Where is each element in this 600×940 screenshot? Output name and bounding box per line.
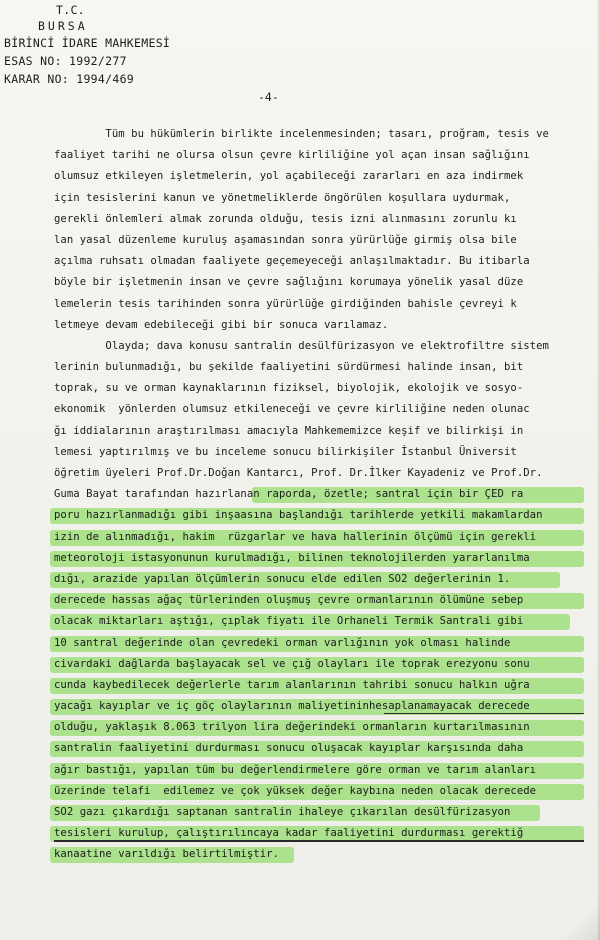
body-line-text: Olayda; dava konusu santralin desülfürizasyon ve elektrofiltre sistem: [54, 339, 549, 352]
header-esas: ESAS NO: 1992/277: [4, 54, 127, 68]
body-line-text: SO2 gazı çıkardığı saptanan santralin ihaleye çıkarılan desülfürizasyon: [54, 806, 511, 818]
body-line-highlighted: [54, 760, 584, 781]
body-line-text: derecede hassas ağaç türlerinden oluşmuş çevre ormanlarının ölümüne sebep: [54, 594, 524, 607]
body-line-highlighted: [54, 654, 584, 675]
body-line-text: letmeye devam edebileceği gibi bir sonuca varılamaz.: [54, 318, 389, 331]
document-body: [54, 124, 584, 866]
text-underline: [54, 840, 584, 841]
body-line-text: için tesislerini kanun ve yönetmeliklerde öngörülen koşullara uydurmak,: [54, 191, 511, 204]
body-line: [54, 315, 584, 336]
body-line: [54, 463, 584, 484]
body-line-text: lerinin bulunmadığı, bu şekilde faaliyetini sürdürmesi halinde insan, bit: [54, 361, 524, 374]
body-line-text: olumsuz etkileyen işletmelerin, yol açabileceği zararları en aza indirmek: [54, 170, 524, 183]
body-line-text: civardaki dağlarda başlayacak sel ve çığ olayları ile toprak erezyonu sonu: [54, 657, 530, 670]
body-line: [54, 294, 584, 315]
text-underline: [384, 713, 584, 714]
body-line-text: ekonomik yönlerden olumsuz etkileneceği ve çevre kirliliğine neden olunac: [54, 403, 530, 416]
body-line-text: böyle bir işletmenin insan ve çevre sağlığını korumaya yönelik yasal düze: [54, 276, 524, 289]
body-line: [54, 336, 584, 357]
body-line-text: faaliyet tarihi ne olursa olsun çevre kirliliğine yol açan insan sağlığını: [54, 149, 530, 162]
body-line-highlighted: [54, 569, 584, 590]
body-line-text: olduğu, yaklaşık 8.063 trilyon lira değerindeki ormanların kurtarılmasının: [54, 721, 530, 734]
body-line-text: santralin faaliyetini durdurması sonucu oluşacak kayıplar karşısında daha: [54, 742, 524, 755]
body-line-text: 10 santral değerinde olan çevredeki orman varlığının yok olması halinde: [54, 636, 511, 649]
body-line: [54, 145, 584, 166]
body-line: [54, 272, 584, 293]
body-line: [54, 209, 584, 230]
body-line-text: Tüm bu hükümlerin birlikte incelenmesinden; tasarı, proğram, tesis ve: [54, 128, 549, 140]
body-line-highlighted: [54, 802, 584, 823]
body-line-text: lemesi yaptırılmış ve bu inceleme sonucu bilirkişiler İstanbul Üniversit: [54, 445, 517, 458]
body-line-highlighted: [54, 527, 584, 548]
body-line-text: üzerinde telafi edilemez ve çok yüksek değer kaybına neden olacak derecede: [54, 784, 537, 797]
body-line-highlighted: [54, 696, 584, 717]
body-line-text: poru hazırlanmadığı gibi inşaasına başlandığı tarihlerde yetkili makamlardan: [54, 509, 543, 522]
body-line-text: cunda kaybedilecek değerlerle tarım alanlarının tahribi sonucu halkın uğra: [54, 678, 530, 691]
body-line-text: lan yasal düzenleme kuruluş aşamasından sonra yürürlüğe girmiş olsa bile: [54, 233, 517, 246]
body-line-highlighted: [54, 548, 584, 569]
body-line-text: kanaatine varıldığı belirtilmiştir.: [54, 848, 279, 861]
body-line: [54, 230, 584, 251]
body-line-highlighted: [54, 738, 584, 759]
body-line: [54, 399, 584, 420]
body-line-highlighted: [54, 844, 584, 865]
body-line-highlighted: [54, 590, 584, 611]
body-line-text: izin de alınmadığı, hakim rüzgarlar ve hava hallerinin ölçümü için gerekli: [54, 530, 537, 543]
body-line-highlighted: [54, 611, 584, 632]
body-line: [54, 166, 584, 187]
body-line-highlighted: [54, 823, 584, 844]
body-line: [54, 378, 584, 399]
body-line-text: öğretim üyeleri Prof.Dr.Doğan Kantarcı, Prof. Dr.İlker Kayadeniz ve Prof.Dr.: [54, 467, 543, 479]
body-line-text: toprak, su ve orman kaynaklarının fiziksel, biyolojik, ekolojik ve sosyo-: [54, 382, 524, 395]
document-header: [4, 2, 170, 88]
body-line-text: Guma Bayat tarafından hazırlanan raporda, özetle; santral için bir ÇED ra: [54, 488, 524, 501]
body-line-highlighted: [54, 675, 584, 696]
header-karar: KARAR NO: 1994/469: [4, 72, 135, 86]
body-line: [54, 421, 584, 442]
body-line-text: lemelerin tesis tarihinden sonra yürürlüğe girdiğinden bahisle çevreyi k: [54, 297, 517, 310]
body-line: [54, 188, 584, 209]
body-line-highlighted: [54, 717, 584, 738]
body-line-text: açılma ruhsatı olmadan faaliyete geçemeyeceği anlaşılmaktadır. Bu itibarla: [54, 255, 530, 268]
body-line: [54, 357, 584, 378]
header-court: BİRİNCİ İDARE MAHKEMESİ: [4, 36, 171, 50]
body-line-text: yacağı kayıplar ve iç göç olaylarının maliyetininhesaplanamayacak derecede: [54, 700, 530, 713]
body-line-text: ğı iddialarının araştırılması amacıyla Mahkememizce keşif ve bilirkişi in: [54, 424, 524, 437]
body-line: [54, 442, 584, 463]
body-line-highlighted: [54, 781, 584, 802]
page-number: -4-: [258, 90, 279, 104]
header-city: BURSA: [38, 19, 88, 33]
body-line-highlighted: [54, 484, 584, 505]
body-line-text: dığı, arazide yapılan ölçümlerin sonucu elde edilen SO2 değerlerinin 1.: [54, 572, 511, 585]
body-line: [54, 124, 584, 145]
body-line-text: olacak miktarları aştığı, çıplak fiyatı ile Orhaneli Termik Santrali gibi: [54, 615, 524, 628]
page-corner-shadow: [556, 900, 600, 940]
body-line-text: ağır bastığı, yapılan tüm bu değerlendirmelere göre orman ve tarım alanları: [54, 763, 537, 776]
body-line-text: gerekli önlemleri almak zorunda olduğu, tesis izni alınmasını zorunlu kı: [54, 212, 517, 225]
header-tc: T.C.: [56, 3, 85, 17]
body-line-highlighted: [54, 633, 584, 654]
body-line: [54, 251, 584, 272]
body-line-text: meteoroloji istasyonunun kurulmadığı, bilinen teknolojilerden yararlanılma: [54, 551, 530, 564]
body-line-highlighted: [54, 505, 584, 526]
body-line-text: tesisleri kurulup, çalıştırılıncaya kadar faaliyetini durdurması gerektiğ: [54, 827, 524, 840]
